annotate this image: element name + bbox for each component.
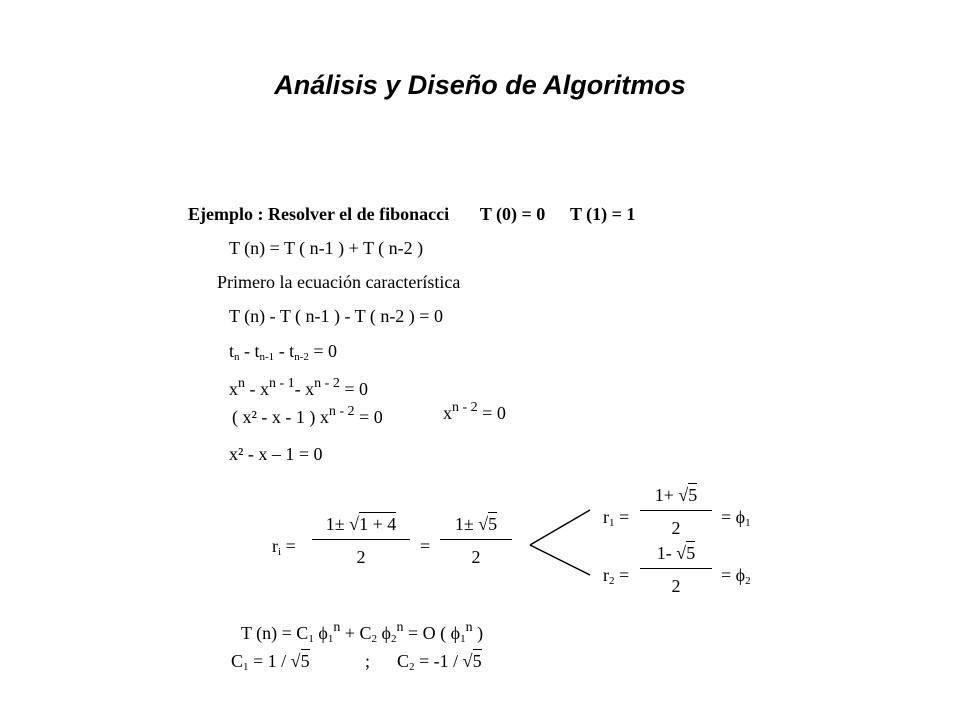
sol-phi-a: ϕ [313,623,328,643]
sol-phi-b-sub: 2 [390,633,397,645]
homogeneous-line: T (n) - T ( n-1 ) - T ( n-2 ) = 0 [229,306,443,326]
root-fraction-2-numerator: 1± √5 [454,514,498,534]
sol-exp-3: n [465,620,473,635]
xn-exp3: n - 2 [314,376,340,391]
sol-t-part: T (n) = C [241,623,309,643]
tn-sub-n1: n-1 [259,351,275,363]
initial-condition-1: T (1) = 1 [569,204,636,224]
phi2-text: = ϕ [721,565,746,585]
constant-c1: C1 = 1 / √5 [231,651,310,673]
ri-eq: = [285,536,296,556]
tn-sub-n2: n-2 [294,351,309,363]
branch-line-upper [530,510,590,545]
trivial-x: x [443,403,452,423]
tn-minus2: - t [274,341,295,361]
sol-exp-2: n [396,620,404,635]
xn-mid2: - x [294,379,315,399]
c1-radicand: 5 [300,651,310,671]
r1-numerator: 1+ √5 [654,485,698,505]
xn-exp2: n - 1 [269,376,295,391]
c1-letter: C [231,651,244,671]
ri-sub: i [278,546,282,558]
phi1-sub: 1 [745,517,751,529]
r2-eq: = [619,565,630,585]
tn-t: t [229,341,235,361]
tn-minus1: - t [239,341,260,361]
r1-denominator: 2 [640,510,712,537]
sol-phi-a-sub: 1 [327,633,334,645]
root-fraction-1-numerator: 1± √1 + 4 [325,514,397,534]
sol-c1-sub: 1 [308,633,314,645]
c2-value: = -1 / [414,651,463,671]
r2-sub: 2 [609,575,615,587]
initial-condition-0: T (0) = 0 [479,204,546,224]
phi1-text: = ϕ [721,507,746,527]
phi2-sub: 2 [745,575,751,587]
sol-exp-1: n [333,620,341,635]
sol-phi-b: ϕ [376,623,391,643]
ri-r: r [272,536,278,556]
c1-value: = 1 / [248,651,291,671]
general-solution [241,620,484,645]
r1-label [603,507,630,529]
sol-phi-c-sub: 1 [460,633,466,645]
r1-sub: 1 [609,517,615,529]
frac2-radicand: 5 [488,514,498,534]
factored-end: = 0 [354,407,383,427]
c2-sub: 2 [409,661,415,673]
phi1-label [721,507,751,529]
tn-sub-n: n [234,351,240,363]
r2-prefix: 1- [656,543,677,563]
root-fraction-2-denominator: 2 [440,539,512,566]
r2-fraction [640,544,712,595]
r1-r: r [603,507,609,527]
xn-exp1: n [238,376,245,391]
equals-sign-1: = [420,536,431,556]
branch-line-lower [530,545,590,575]
factored-left: ( x² - x - 1 ) x [232,407,329,427]
trivial-exp: n - 2 [452,400,478,415]
quadratic-equation: x² - x – 1 = 0 [229,444,323,464]
frac1-prefix: 1± [325,514,350,534]
r2-numerator: 1- √5 [656,543,696,563]
r2-label [603,565,630,587]
r2-radicand: 5 [686,543,696,563]
r1-fraction [640,486,712,537]
r2-denominator: 2 [640,568,712,595]
trivial-end: = 0 [477,403,506,423]
r2-r: r [603,565,609,585]
c1-sub: 1 [243,661,249,673]
sol-c2-sub: 2 [371,633,377,645]
characteristic-label: Primero la ecuación característica [217,272,461,292]
constant-c2: C2 = -1 / √5 [397,651,482,673]
slide-title: Análisis y Diseño de Algoritmos [274,70,686,100]
sol-plus: + C [340,623,372,643]
frac2-prefix: 1± [454,514,479,534]
phi2-label [721,565,751,587]
c2-letter: C [397,651,410,671]
r1-eq: = [619,507,630,527]
tn-end: = 0 [308,341,338,361]
xn-x1: x [229,379,238,399]
example-heading-text: Ejemplo : Resolver el de fibonacci [188,204,450,224]
constants-separator: ; [365,651,371,671]
xn-mid1: - x [245,379,269,399]
r1-radicand: 5 [688,485,698,505]
sol-o-part: = O ( ϕ [403,623,461,643]
frac1-radicand: 1 + 4 [359,514,397,534]
c2-radicand: 5 [472,651,482,671]
sol-close: ) [472,623,484,643]
xn-end: = 0 [339,379,368,399]
recurrence-line: T (n) = T ( n-1 ) + T ( n-2 ) [229,238,424,258]
factored-exp: n - 2 [328,404,355,419]
r1-prefix: 1+ [654,485,679,505]
root-fraction-1-denominator: 2 [312,539,410,566]
